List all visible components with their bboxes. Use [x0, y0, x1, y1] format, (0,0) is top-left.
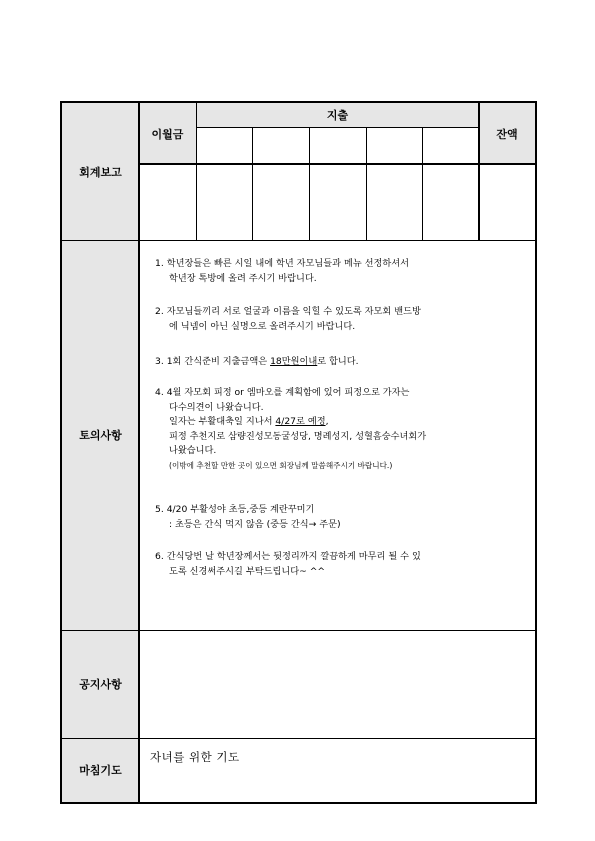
carryover-header: 이월금	[151, 127, 184, 141]
discussion-item-4: 4. 4월 자모회 피정 or 엠마오를 계획함에 있어 피정으로 가자는 다수의견이 나왔습니다. 일자는 부활대축일 지나서 4/27로 예정, 피정 추천지로 삼량진성모동굴성당, 명례성지, 성혈흠숭수녀회가 나왔습니다. (이밖에 추천할 만한 곳이 있으면 회장님께 말씀해주시기 바랍니다.)	[155, 386, 426, 474]
expense-col-divider-2	[309, 127, 310, 240]
discussion-item-5: 5. 4/20 부활성야 초등,중등 계란꾸미기 : 초등은 간식 먹지 않음 (중등 간식→ 주문)	[155, 504, 341, 530]
discussion-item-6: 6. 간식당번 날 학년장께서는 뒷정리까지 깔끔하게 마무리 될 수 있 도록 신경써주시길 부탁드립니다~ ^^	[155, 551, 421, 577]
discussion-item-2: 2. 자모님들끼리 서로 얼굴과 이름을 익힐 수 있도록 자모회 밴드방 에 닉넴이 아닌 실명으로 올려주시기 바랍니다.	[155, 306, 421, 332]
closing-label-cell	[62, 738, 139, 802]
balance-divider	[478, 103, 480, 240]
discussion-item-1: 1. 학년장들은 빠른 시일 내에 학년 자모님들과 메뉴 선정하셔서 학년장 톡방에 올려 주시기 바랍니다.	[155, 258, 410, 284]
accounting-header-line	[139, 163, 535, 165]
accounting-bottom-line	[62, 240, 535, 241]
closing-label: 마침기도	[79, 764, 122, 777]
notice-label-cell	[62, 630, 139, 738]
closing-content: 자녀를 위한 기도	[150, 750, 240, 764]
balance-header: 잔액	[496, 127, 518, 141]
expense-header: 지출	[326, 109, 349, 122]
carryover-header-cell	[139, 103, 196, 164]
label-column-divider	[138, 103, 140, 802]
retreat-date: 4/27로 예정	[275, 416, 326, 428]
discussion-bottom-line	[62, 630, 535, 631]
expense-col-divider-1	[252, 127, 253, 240]
carryover-divider	[196, 103, 197, 240]
balance-header-cell	[479, 103, 535, 164]
expense-header-line	[196, 127, 479, 128]
discussion-label-cell	[62, 240, 139, 630]
discussion-item-3: 3. 1회 간식준비 지출금액은 18만원이내로 합니다.	[155, 356, 359, 367]
discussion-note: (이밖에 추천할 만한 곳이 있으면 회장님께 말씀해주시기 바랍니다.)	[169, 460, 393, 470]
notice-bottom-line	[62, 738, 535, 739]
expense-col-divider-4	[422, 127, 423, 240]
accounting-label: 회계보고	[79, 165, 122, 179]
budget-limit: 18만원이내	[270, 356, 318, 367]
expense-col-divider-3	[366, 127, 367, 240]
expense-header-cell	[196, 103, 479, 127]
accounting-label-cell	[62, 103, 139, 240]
notice-label: 공지사항	[79, 678, 122, 691]
discussion-label: 토의사항	[79, 429, 122, 442]
